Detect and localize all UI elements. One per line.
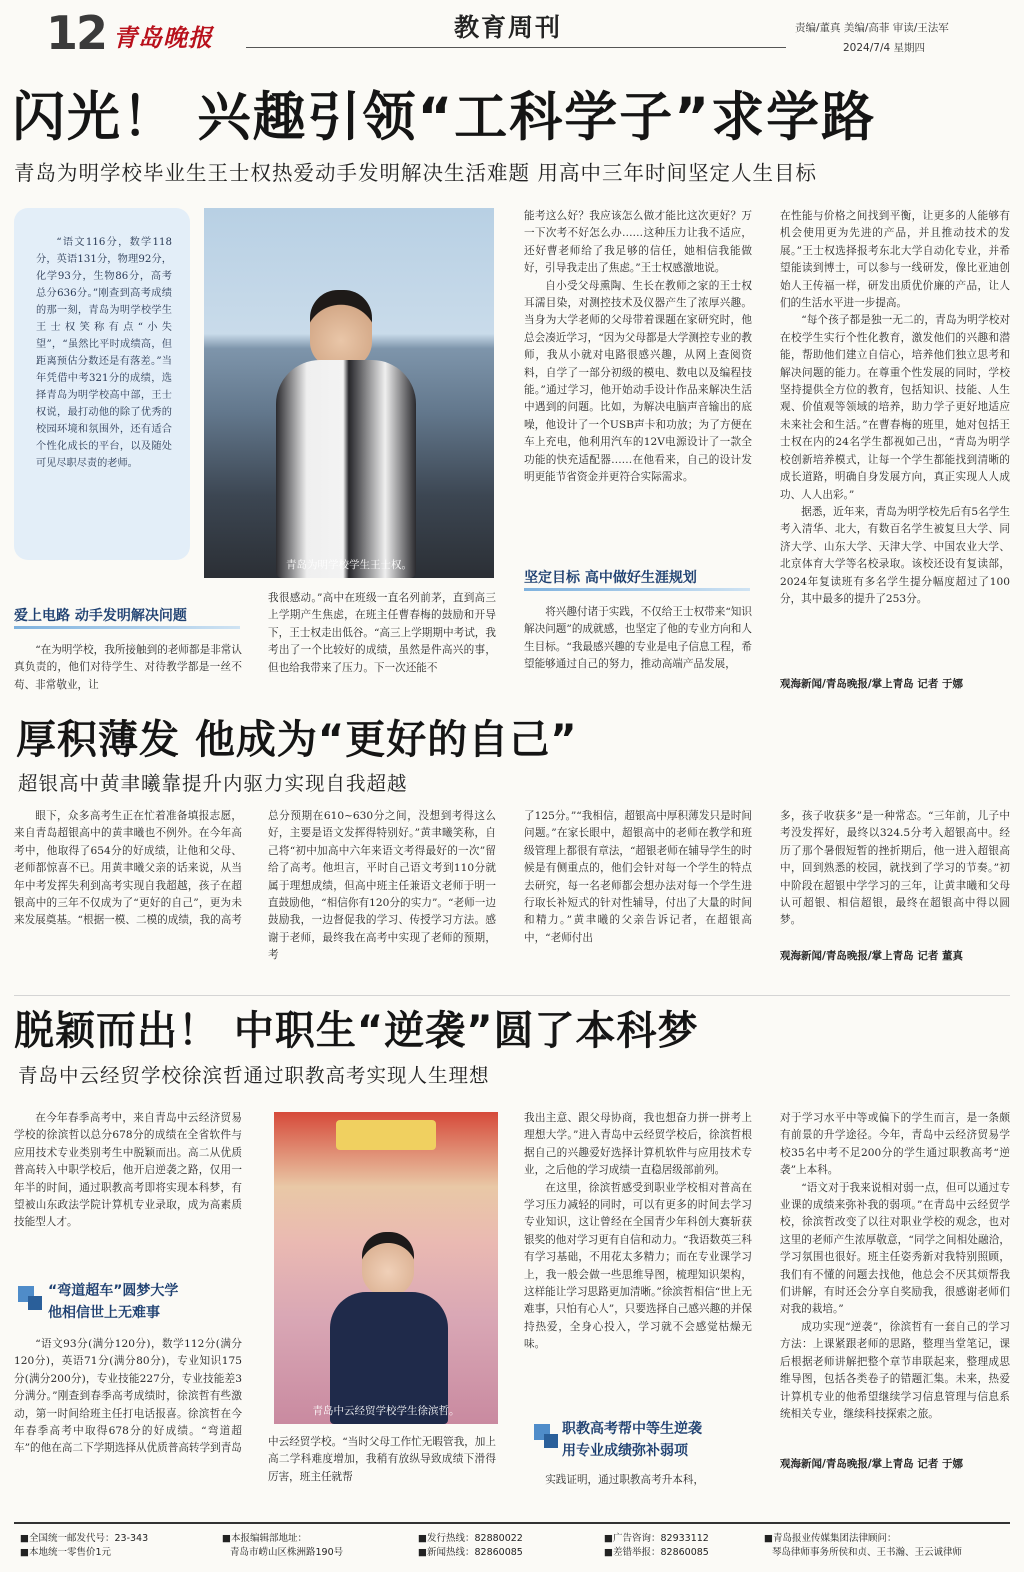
article3-photo-caption: 青岛中云经贸学校学生徐滨哲。	[312, 1405, 460, 1417]
section-title: 教育周刊	[454, 13, 563, 42]
article1-intro	[36, 234, 172, 534]
article3-col2-text: 中云经贸学校。“当时父母工作忙无暇管我，加上高二学科难度增加，我稍有放纵导致成绩下滑得厉害，班主任就帮	[268, 1436, 496, 1483]
article3-col4b-text: “语文对于我来说相对弱一点，但可以通过专业课的成绩来弥补我的弱项。”在青岛中云经贸学校，徐滨哲改变了以往对职业学校的观念，也对这里的老师产生浓厚敬意，“同学之间相处融洽，学习氛围也很好。班主任姿秀新对我特别照顾，我们有不懂的问题去找他，他总会不厌其烦帮我们讲解，有时还会分享自奖励我，很感谢老师们对我的栽培。”	[780, 1181, 1010, 1316]
footer-legal-label: ■青岛报业传媒集团法律顾问：	[764, 1533, 897, 1544]
footer-postal	[20, 1532, 148, 1560]
article3-headline: 脱颖而出！ 中职生“逆袭”圆了本科梦	[14, 1008, 699, 1054]
footer-news-hotline: ■新闻热线：82860085	[418, 1547, 523, 1558]
article3-col3c	[524, 1472, 752, 1492]
article3-photo-sign	[336, 1120, 436, 1150]
article1-col1-text: “在为明学校，我所接触到的老师都是非常认真负责的，他们对待学生、对待教学都是一丝不苟、非常敬业，让	[14, 644, 242, 691]
article1-section1-underline	[14, 626, 240, 629]
footer-legal-value: 琴岛律师事务所侯和贞、王书瀚、王云诚律师	[772, 1547, 963, 1558]
article1-col1	[14, 642, 242, 694]
article1-section2-title	[524, 567, 697, 587]
header-rule	[246, 47, 786, 48]
article1-col4	[780, 208, 1010, 676]
article1-section2-title-text: 坚定目标 高中做好生涯规划	[524, 570, 697, 586]
footer-ad-hotline: ■广告咨询：82933112	[604, 1533, 709, 1544]
article3-photo	[274, 1112, 498, 1424]
footer-legal	[764, 1532, 962, 1560]
article3-col2	[268, 1434, 496, 1492]
article3-col4a-text: 对于学习水平中等或偏下的学生而言，是一条颇有前景的升学途径。今年，青岛中云经济贸易学校35名中考不足200分的学生通过职教高考“逆袭”上本科。	[780, 1112, 1010, 1177]
article3-col1	[14, 1110, 242, 1270]
article1-col3	[524, 208, 752, 562]
newspaper-logo: 青岛晚报	[113, 23, 213, 52]
footer-address	[222, 1532, 343, 1560]
article3-col1b	[14, 1336, 242, 1492]
article1-subhead: 青岛为明学校毕业生王士权热爱动手发明解决生活难题 用高中三年时间坚定人生目标	[14, 161, 818, 185]
article1-headline: 闪光！ 兴趣引领“工科学子”求学路	[12, 87, 877, 148]
footer-price: ■本地统一零售价1元	[20, 1547, 112, 1558]
article1-photo-jacket	[276, 360, 416, 578]
article1-section1-title	[14, 605, 187, 625]
article1-col4a-text: 在性能与价格之间找到平衡，让更多的人能够有机会使用更为先进的产品，并且推动技术的发展。”王士权选择报考东北大学自动化专业，并希望能读到博士，可以参与一线研发，像比亚迪创始人王传福一样，研发出质优价廉的产品，让人们的生活水平进一步提高。	[780, 210, 1010, 310]
article1-col2-text: 我很感动。”高中在班级一直名列前茅，直到高三上学期产生焦虑，在班主任曹春梅的鼓励和开导下，王士权走出低谷。“高三上学期期中考试，我考出了一个比较好的成绩，虽然是件高兴的事，但也给我带来了压力。下一次还能不	[268, 592, 496, 674]
article1-photo-caption: 青岛为明学校学生王士权。	[286, 559, 412, 571]
article2-col4	[780, 808, 1010, 948]
article1-intro-text: “语文116分，数学118分，英语131分，物理92分，化学93分，生物86分，高考总分636分。”刚查到高考成绩的那一刻，青岛为明学校学生王士权笑称有点“小失望”，“虽然比平时成绩高，但距离预估分数还是有落差。”当年凭借中考321分的成绩，选择青岛为明学校高中部，王士权说，最打动他的除了优秀的校园环境和氛围外，还有适合个性化成长的平台，以及随处可见尽职尽责的老师。	[36, 237, 172, 469]
article2-col1-text: 眼下，众多高考生正在忙着准备填报志愿，来自青岛超银高中的黄聿曦也不例外。在今年高考中，他取得了654分的好成绩，让他和父母、老师都惊喜不已。用黄聿曦父亲的话来说，从当年中考发挥失利到高考实现自我超越，孩子在超银高中的三年不仅成为了“更好的自己”，更为未来发展奠基。“根据一模、二模的成绩，我的高考	[14, 810, 242, 927]
article3-section2-title-line1: 职教高考帮中等生逆袭	[562, 1421, 702, 1437]
article3-col3b-text: 在这里，徐滨哲感受到职业学校相对普高在学习压力减轻的同时，可以有更多的时间去学习专业知识，这让曾经在全国青少年科创大赛斩获银奖的他对学习更有自信和动力。“我语数英三科有学习基础，不用花太多精力；而在专业课学习上，我一般会做一些思维导图，梳理知识架构，这样能让学习思路更加清晰。”徐滨哲相信“世上无难事，只怕有心人”，只要选择自己感兴趣的并保持热爱，全身心投入，学习就不会感觉枯燥无味。	[524, 1181, 752, 1351]
article2-subhead: 超银高中黄聿曦靠提升内驱力实现自我超越	[18, 772, 408, 795]
article1-col3c-text: 将兴趣付诸于实践，不仅给王士权带来“知识解决问题”的成就感，也坚定了他的专业方向和人生目标。“我最感兴趣的专业是电子信息工程，希望能够通过自己的努力，推动高端产品发展，	[524, 606, 752, 671]
article3-section1-title-line1: “弯道超车”圆梦大学	[48, 1283, 179, 1299]
article2-col2-text: 总分预期在610~630分之间，没想到考得这么好，主要是语文发挥得特别好。”黄聿曦笑称，自己将“初中加高中六年来语文考得最好的一次”留给了高考。他坦言，平时自己语文考到110分就属于理想成绩，但高中班主任兼语文老师于明一直鼓励他，“相信你有120分的实力”。“老师一边鼓励我，一边督促我的学习、传授学习方法。感谢于老师，最终我在高考中实现了老师的预期，考	[268, 810, 496, 962]
footer-address-value: 青岛市崂山区株洲路190号	[230, 1547, 344, 1558]
article3-section1-header	[16, 1280, 240, 1324]
article3-byline: 观海新闻/青岛晚报/掌上青岛 记者 于娜	[780, 1458, 963, 1470]
article3-section2-icon-accent	[544, 1434, 558, 1448]
header-editors: 责编/董真 美编/高菲 审读/王法军	[795, 22, 949, 34]
article2-col3	[524, 808, 752, 982]
article1-col3b-text: 自小受父母熏陶、生长在教师之家的王士权耳濡目染，对测控技术及仪器产生了浓厚兴趣。当身为大学老师的父母带着课题在家研究时，他总会凑近学习，“因为父母都是大学测控专业的教师，我从小就对电路很感兴趣，从网上查阅资料，自学了一部分初级的模电、数电以及编程技能。”通过学习，他开始动手设计作品来解决生活中遇到的问题。比如，为解决电脑声音输出的底噪，他设计了一个USB声卡和功放；为了方便在车上充电，他利用汽车的12V电源设计了一款全功能的快充适配器……在他看来，自己的设计发明更能节省资金并更符合实际需求。	[524, 279, 752, 484]
article3-col1a-text: 在今年春季高考中，来自青岛中云经济贸易学校的徐滨哲以总分678分的成绩在全省软件与应用技术专业类别考生中脱颖而出。高二从优质普高转入中职学校后，他开启逆袭之路，仅用一年半的时间，通过职教高考即将实现本科梦，有望被山东政法学院计算机专业录取，成为高素质技能型人才。	[14, 1112, 242, 1229]
article2-headline: 厚积薄发 他成为“更好的自己”	[16, 717, 578, 763]
article3-section1-icon-accent	[28, 1296, 42, 1310]
article2-col2	[268, 808, 496, 982]
article2-col3-text: 了125分。”“我相信，超银高中厚积薄发只是时间问题。”在家长眼中，超银高中的老师在教学和班级管理上都很有章法，“超银老师在辅导学生的时候是有侧重点的，他们会针对每一个学生的特点去研究，每一名老师都会想办法对每一个学生进行取长补短式的针对性辅导，付出了大量的时间和精力。”黄聿曦的父亲告诉记者，在超银高中，“老师付出	[524, 810, 752, 944]
page-header	[0, 0, 1024, 70]
article3-col3a-text: 我出主意、跟父母协商，我也想奋力拼一拼考上理想大学。”进入青岛中云经贸学校后，徐滨哲根据自己的兴趣爱好选择计算机软件与应用技术专业，之后他的学习成绩一直稳居级部前列。	[524, 1112, 752, 1177]
article3-subhead: 青岛中云经贸学校徐滨哲通过职教高考实现人生理想	[18, 1064, 490, 1087]
article1-byline: 观海新闻/青岛晚报/掌上青岛 记者 于娜	[780, 678, 963, 690]
footer-ads	[604, 1532, 709, 1560]
article1-section1-title-text: 爱上电路 动手发明解决问题	[14, 608, 187, 624]
article1-photo-head	[310, 290, 372, 368]
article1-col3a-text: 能考这么好？我应该怎么做才能比这次更好？万一下次考不好怎么办……这种压力让我不适应，还好曹老师给了我足够的信任，她相信我能做好，引导我走出了焦虑。”王士权感激地说。	[524, 210, 752, 275]
article2-col4-text: 多，孩子收获多”是一种常态。“三年前，儿子中考没发挥好，最终以324.5分考入超银高中。经历了那个暑假短暂的挫折期后，他一进入超银高中，回到熟悉的校园，就找到了学习的节奏。”初中阶段在超银中学学习的三年，让黄聿曦和父母认可超银、相信超银，最终在超银高中得以圆梦。	[780, 810, 1010, 927]
article3-col3c-text: 实践证明，通过职教高考升本科，	[545, 1474, 705, 1486]
article3-col3	[524, 1110, 752, 1410]
footer-distribution-hotline: ■发行热线：82880022	[418, 1533, 523, 1544]
article1-col3c	[524, 604, 752, 692]
article1-photo	[204, 208, 494, 578]
article1-section2-underline	[524, 588, 750, 591]
article3-photo-head	[362, 1232, 414, 1296]
header-date: 2024/7/4 星期四	[843, 42, 925, 54]
footer-address-label: ■本报编辑部地址：	[222, 1533, 307, 1544]
article3-col4	[780, 1110, 1010, 1454]
article2-byline: 观海新闻/青岛晚报/掌上青岛 记者 董真	[780, 950, 963, 962]
article1-col2	[268, 590, 496, 694]
article1-col4c-text: 据悉，近年来，青岛为明学校先后有5名学生考入清华、北大，有数百名学生被复旦大学、同济大学、山东大学、天津大学、中国农业大学、北京体育大学等名校录取。该校还设有复读部，2024年复读班有多名学生提分幅度超过了100分，其中最多的提升了253分。	[780, 505, 1010, 605]
page-number: 12	[46, 6, 107, 60]
article2-col1	[14, 808, 242, 982]
article-divider	[14, 995, 1010, 996]
article3-section2-header	[532, 1418, 756, 1462]
article1-photo-person	[270, 290, 420, 578]
footer-hotlines	[418, 1532, 523, 1560]
article3-photo-person	[330, 1232, 448, 1424]
article1-col4b-text: “每个孩子都是独一无二的，青岛为明学校对在校学生实行个性化教育，激发他们的兴趣和潜能，帮助他们建立自信心，培养他们独立思考和解决问题的能力。在尊重个性发展的同时，学校坚持提供全方位的教育，包括知识、技能、人生观、价值观等领域的培养，助力学子更好地适应未来社会和生活。”在曹春梅的班里，她对包括王士权在内的24名学生都视如己出，“青岛为明学校创新培养模式，让每一个学生都能找到清晰的成长道路，明确自身发展方向，真正实现人人成功、人人出彩。”	[780, 314, 1010, 501]
article3-section1-title-line2: 他相信世上无难事	[48, 1305, 160, 1321]
article3-col1b-text: “语文93分(满分120分)，数学112分(满分120分)，英语71分(满分80分)，专业知识175分(满分200分)，专业技能227分，专业技能差3分满分。”刚查到春季高考成绩时，徐滨哲有些激动，第一时间给班主任打电话报喜。徐滨哲在今年春季高考中取得678分的好成绩。“弯道超车”的他在高二下学期选择从优质普高转学到青岛	[14, 1338, 242, 1455]
article3-section2-title-line2: 用专业成绩弥补弱项	[562, 1443, 688, 1459]
footer-error-report: ■差错举报：82860085	[604, 1547, 709, 1558]
footer-rule	[14, 1522, 1010, 1524]
article3-col4c-text: 成功实现“逆袭”，徐滨哲有一套自己的学习方法：上课紧跟老师的思路，整理当堂笔记，课后根据老师讲解把整个章节串联起来，整理成思维导图，包括各类卷子的错题汇集。未来，热爱计算机专业的他希望继续学习信息管理与信息系统相关专业，继续科技探索之旅。	[780, 1320, 1010, 1420]
footer-postal-code: ■全国统一邮发代号：23-343	[20, 1533, 149, 1544]
